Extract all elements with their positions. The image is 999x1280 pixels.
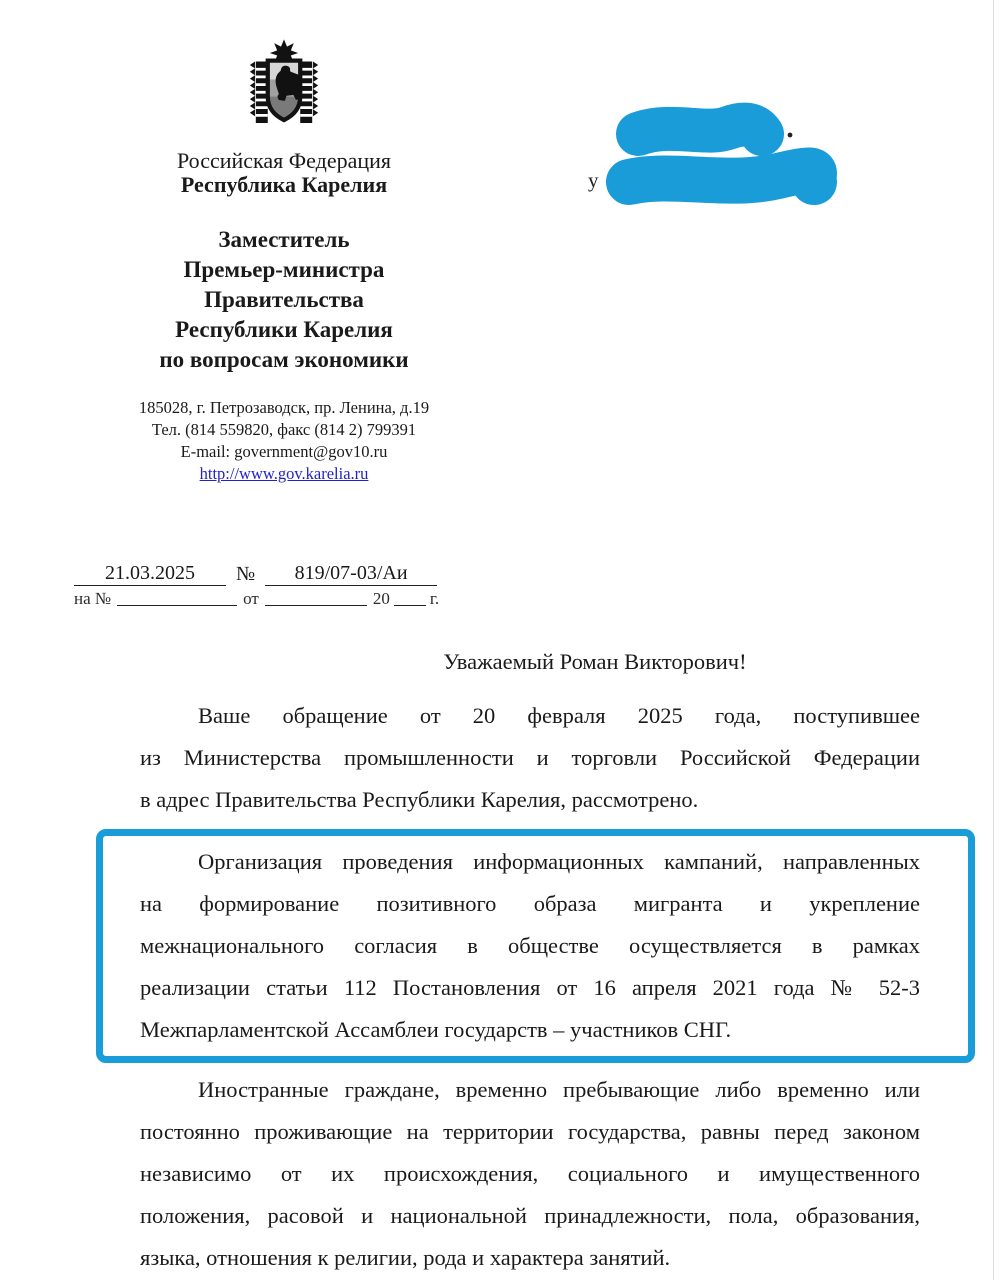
contacts-block: [88, 397, 480, 485]
salutation: Уважаемый Роман Викторович!: [443, 649, 747, 674]
reply-to-row: [74, 584, 504, 606]
highlight-box: [96, 829, 975, 1063]
letterhead: [88, 34, 480, 485]
paragraph-line: Межпарламентской Ассамблеи государств – участников СНГ.: [140, 1017, 732, 1042]
partially-covered-text: у: [588, 168, 599, 192]
letter-body: [140, 645, 920, 1279]
post-title-line: Заместитель: [218, 227, 350, 252]
paragraph-line: в адрес Правительства Республики Карелия, рассмотрено.: [140, 787, 699, 812]
postal-address: 185028, г. Петрозаводск, пр. Ленина, д.19: [138, 398, 430, 417]
reply-date-blank: [265, 605, 367, 606]
coat-left-branch: [250, 62, 268, 124]
reply-number-blank: [117, 605, 237, 606]
post-title-line: Правительства: [204, 287, 364, 312]
paragraph-line: Иностранные граждане, временно пребывающие либо временно или: [198, 1077, 920, 1102]
na-no-label: на №: [74, 591, 112, 606]
year-suffix: г.: [429, 591, 440, 606]
paragraph-line: языка, отношения к религии, рода и характера занятий.: [140, 1245, 671, 1270]
paragraph-line: постоянно проживающие на территории государства, равны перед законом: [140, 1119, 920, 1144]
page-scan-edge: [993, 0, 994, 1280]
coat-right-branch: [300, 62, 318, 124]
redaction-area: [578, 94, 868, 216]
highlighted-paragraph: [140, 841, 920, 1051]
paragraph-1: [140, 695, 920, 821]
trailing-period-dot: [788, 133, 793, 138]
paragraph-2: [140, 1069, 920, 1279]
paragraph-line: реализации статьи 112 Постановления от 16 апреля 2021 года № 52-3: [140, 975, 920, 1000]
karelia-coat-of-arms-icon: [243, 34, 325, 142]
paragraph-line: Организация проведения информационных кампаний, направленных: [198, 849, 920, 874]
letter-date: 21.03.2025: [74, 562, 226, 586]
country-line-2: Республика Карелия: [180, 172, 388, 197]
paragraph-line: независимо от их происхождения, социального и имущественного: [140, 1161, 920, 1186]
country-line-1: Российская Федерация: [176, 148, 392, 173]
sender-post-title: [88, 225, 480, 375]
post-title-line: Республики Карелия: [175, 317, 393, 342]
paragraph-line: межнационального согласия в обществе осуществляется в рамках: [140, 933, 920, 958]
email: E-mail: government@gov10.ru: [180, 442, 388, 461]
country-lines: [88, 149, 480, 197]
post-title-line: по вопросам экономики: [159, 347, 409, 372]
year-blank: [394, 605, 426, 606]
paragraph-line: положения, расовой и национальной принадлежности, пола, образования,: [140, 1203, 920, 1228]
paragraph-line: на формирование позитивного образа мигранта и укрепление: [140, 891, 920, 916]
redaction-stroke-2: [629, 170, 814, 182]
letter-number: 819/07-03/Аи: [265, 562, 437, 586]
website-link[interactable]: http://www.gov.karelia.ru: [199, 464, 369, 483]
coat-shield: [268, 61, 302, 123]
redaction-stroke-1: [638, 125, 762, 134]
phone-fax: Тел. (814 559820, факс (814 2) 799391: [151, 420, 417, 439]
reference-line: [74, 556, 504, 606]
paragraph-line: Ваше обращение от 20 февраля 2025 года, поступившее: [198, 703, 920, 728]
paragraph-line: из Министерства промышленности и торговли Российской Федерации: [140, 745, 920, 770]
redaction-marker-strokes: [578, 94, 868, 216]
ot-label: от: [243, 591, 259, 606]
year-prefix: 20: [372, 591, 390, 606]
outgoing-number-row: [74, 556, 504, 586]
post-title-line: Премьер-министра: [183, 257, 385, 282]
number-sign: №: [236, 563, 256, 585]
